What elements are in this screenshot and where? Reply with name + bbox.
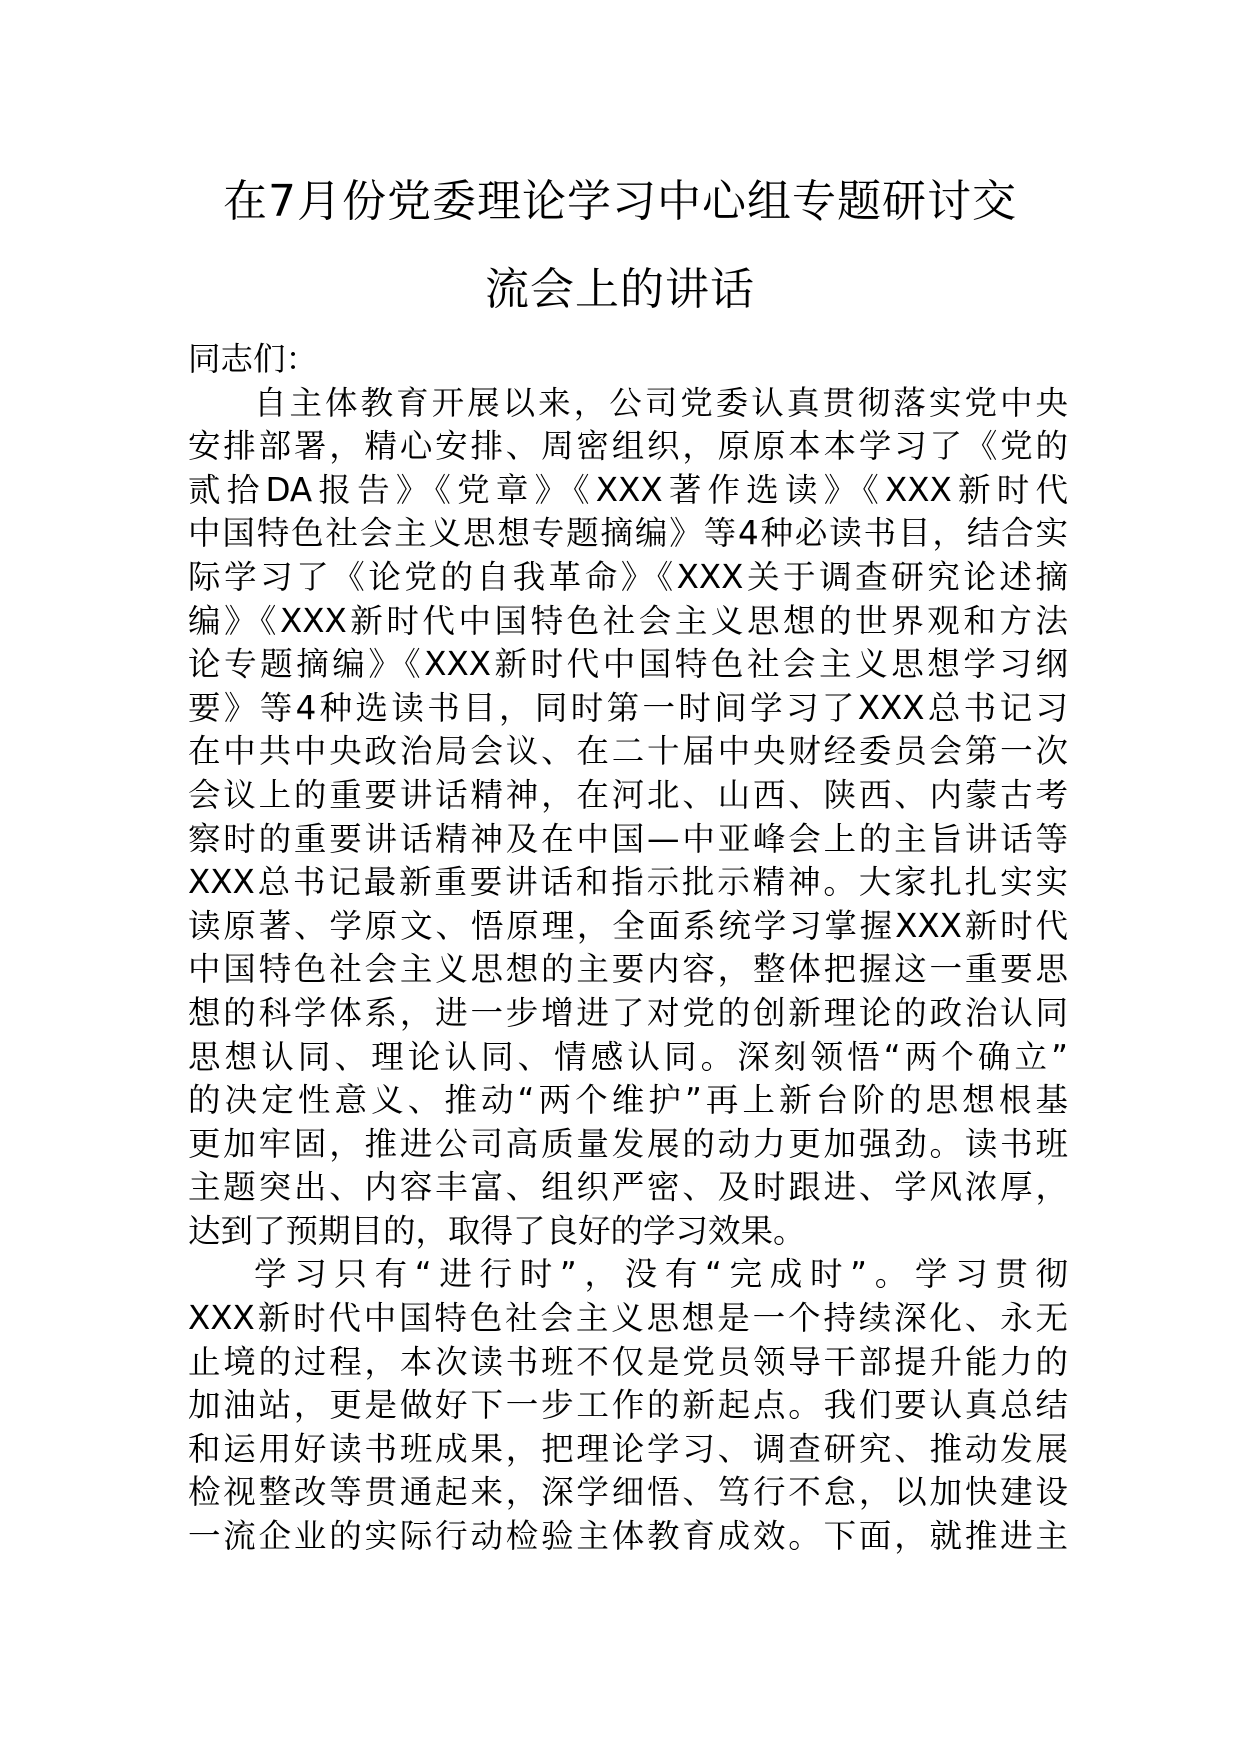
paragraph-1-line: 要》等4种选读书目，同时第一时间学习了XXX总书记习 <box>188 688 1068 727</box>
paragraph-1-line: 安排部署，精心安排、周密组织，原原本本学习了《党的 <box>188 427 1068 466</box>
paragraph-2-line: XXX新时代中国特色社会主义思想是一个持续深化、永无 <box>188 1299 1068 1338</box>
paragraph-2 <box>188 1253 1068 1558</box>
paragraph-1-line: 想的科学体系，进一步增进了对党的创新理论的政治认同 <box>188 993 1068 1032</box>
document-body <box>188 338 1068 1559</box>
paragraph-2-line: 检视整改等贯通起来，深学细悟、笃行不怠，以加快建设 <box>188 1473 1068 1512</box>
paragraph-1-line: 贰拾DA报告》《党章》《XXX著作选读》《XXX新时代 <box>188 470 1068 509</box>
paragraph-1-line: 更加牢固，推进公司高质量发展的动力更加强劲。读书班 <box>188 1124 1068 1163</box>
paragraph-1-line: XXX总书记最新重要讲话和指示批示精神。大家扎扎实实 <box>188 863 1068 902</box>
paragraph-1-line: 编》《XXX新时代中国特色社会主义思想的世界观和方法 <box>188 601 1068 640</box>
document-title-line-2: 流会上的讲话 <box>485 264 755 315</box>
paragraph-1-line: 主题突出、内容丰富、组织严密、及时跟进、学风浓厚， <box>188 1168 1068 1207</box>
paragraph-1-line: 的决定性意义、推动“两个维护”再上新台阶的思想根基 <box>188 1081 1068 1120</box>
paragraph-2-line: 加油站，更是做好下一步工作的新起点。我们要认真总结 <box>188 1386 1068 1425</box>
paragraph-1-line: 察时的重要讲话精神及在中国—中亚峰会上的主旨讲话等 <box>188 819 1068 858</box>
paragraph-2-line: 止境的过程，本次读书班不仅是党员领导干部提升能力的 <box>188 1342 1068 1381</box>
paragraph-1-line: 在中共中央政治局会议、在二十届中央财经委员会第一次 <box>188 732 1068 771</box>
salutation: 同志们： <box>188 340 319 378</box>
paragraph-1-line: 自主体教育开展以来，公司党委认真贯彻落实党中央 <box>254 383 1068 422</box>
paragraph-2-line: 一流企业的实际行动检验主体教育成效。下面，就推进主 <box>188 1517 1068 1556</box>
paragraph-2-line: 学习只有“进行时”，没有“完成时”。学习贯彻 <box>254 1255 1068 1294</box>
paragraph-1-line: 思想认同、理论认同、情感认同。深刻领悟“两个确立” <box>188 1037 1068 1076</box>
document-title-line-1: 在7月份党委理论学习中心组专题研讨交 <box>223 176 1017 227</box>
paragraph-1-line: 中国特色社会主义思想的主要内容，整体把握这一重要思 <box>188 950 1068 989</box>
paragraph-2-line: 和运用好读书班成果，把理论学习、调查研究、推动发展 <box>188 1429 1068 1468</box>
paragraph-1-line: 论专题摘编》《XXX新时代中国特色社会主义思想学习纲 <box>188 645 1068 684</box>
paragraph-1-line: 中国特色社会主义思想专题摘编》等4种必读书目，结合实 <box>188 514 1068 553</box>
paragraph-1-line: 际学习了《论党的自我革命》《XXX关于调查研究论述摘 <box>188 557 1068 596</box>
paragraph-1 <box>188 382 1068 1254</box>
paragraph-1-line: 会议上的重要讲话精神，在河北、山西、陕西、内蒙古考 <box>188 775 1068 814</box>
paragraph-1-line: 达到了预期目的，取得了良好的学习效果。 <box>188 1211 806 1250</box>
paragraph-1-line: 读原著、学原文、悟原理，全面系统学习掌握XXX新时代 <box>188 906 1068 945</box>
